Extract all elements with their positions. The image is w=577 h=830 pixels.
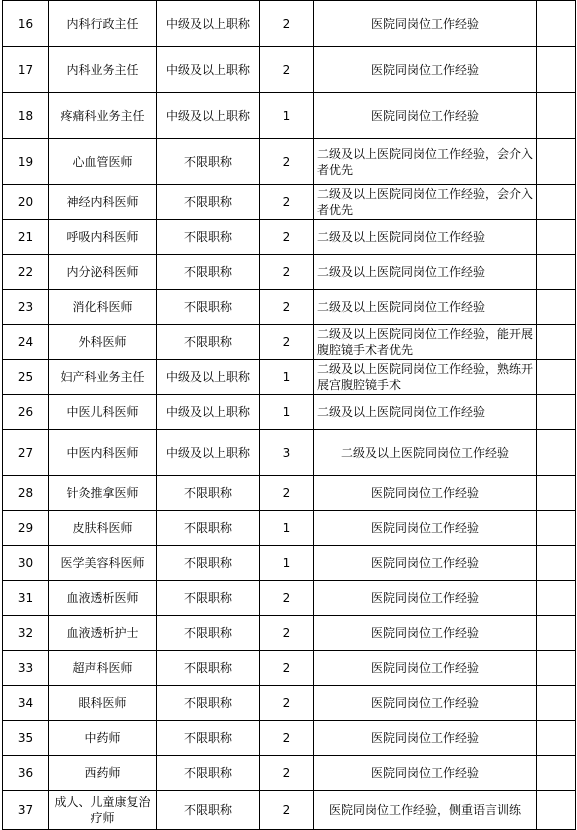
cell-number: 17 — [3, 47, 49, 93]
cell-remarks — [537, 139, 576, 185]
cell-number: 20 — [3, 185, 49, 220]
cell-position: 疼痛科业务主任 — [49, 93, 157, 139]
cell-remarks — [537, 511, 576, 546]
cell-remarks — [537, 290, 576, 325]
cell-remarks — [537, 476, 576, 511]
cell-position: 眼科医师 — [49, 686, 157, 721]
cell-position: 内分泌科医师 — [49, 255, 157, 290]
table-row — [3, 581, 576, 616]
cell-headcount: 2 — [260, 616, 314, 651]
cell-number: 19 — [3, 139, 49, 185]
cell-remarks — [537, 546, 576, 581]
recruitment-table-page — [2, 0, 575, 830]
table-row — [3, 476, 576, 511]
cell-position: 超声科医师 — [49, 651, 157, 686]
cell-title-requirement: 中级及以上职称 — [157, 395, 260, 430]
cell-requirements: 二级及以上医院同岗位工作经验 — [314, 430, 537, 476]
cell-title-requirement: 不限职称 — [157, 756, 260, 791]
cell-headcount: 1 — [260, 360, 314, 395]
cell-requirements: 医院同岗位工作经验 — [314, 651, 537, 686]
cell-number: 34 — [3, 686, 49, 721]
table-row — [3, 185, 576, 220]
cell-headcount: 2 — [260, 185, 314, 220]
table-row — [3, 616, 576, 651]
cell-requirements: 医院同岗位工作经验 — [314, 47, 537, 93]
cell-title-requirement: 不限职称 — [157, 686, 260, 721]
cell-position: 皮肤科医师 — [49, 511, 157, 546]
cell-title-requirement: 中级及以上职称 — [157, 360, 260, 395]
cell-remarks — [537, 686, 576, 721]
cell-headcount: 2 — [260, 47, 314, 93]
cell-headcount: 2 — [260, 1, 314, 47]
cell-requirements: 医院同岗位工作经验 — [314, 616, 537, 651]
cell-number: 28 — [3, 476, 49, 511]
cell-requirements: 二级及以上医院同岗位工作经验，会介入者优先 — [314, 185, 537, 220]
cell-number: 37 — [3, 791, 49, 830]
cell-position: 中医儿科医师 — [49, 395, 157, 430]
cell-headcount: 2 — [260, 220, 314, 255]
cell-title-requirement: 不限职称 — [157, 476, 260, 511]
cell-headcount: 1 — [260, 546, 314, 581]
cell-position: 针灸推拿医师 — [49, 476, 157, 511]
cell-requirements: 医院同岗位工作经验 — [314, 721, 537, 756]
cell-remarks — [537, 616, 576, 651]
cell-number: 33 — [3, 651, 49, 686]
cell-title-requirement: 不限职称 — [157, 255, 260, 290]
cell-title-requirement: 不限职称 — [157, 139, 260, 185]
cell-requirements: 医院同岗位工作经验 — [314, 686, 537, 721]
cell-headcount: 2 — [260, 756, 314, 791]
table-row — [3, 395, 576, 430]
cell-position: 医学美容科医师 — [49, 546, 157, 581]
cell-position: 中药师 — [49, 721, 157, 756]
cell-title-requirement: 不限职称 — [157, 546, 260, 581]
cell-remarks — [537, 581, 576, 616]
cell-title-requirement: 中级及以上职称 — [157, 93, 260, 139]
cell-requirements: 二级及以上医院同岗位工作经验，熟练开展宫腹腔镜手术 — [314, 360, 537, 395]
cell-number: 21 — [3, 220, 49, 255]
cell-requirements: 医院同岗位工作经验 — [314, 511, 537, 546]
cell-position: 中医内科医师 — [49, 430, 157, 476]
table-row — [3, 220, 576, 255]
cell-number: 22 — [3, 255, 49, 290]
cell-title-requirement: 不限职称 — [157, 325, 260, 360]
cell-remarks — [537, 430, 576, 476]
cell-title-requirement: 不限职称 — [157, 616, 260, 651]
cell-title-requirement: 不限职称 — [157, 721, 260, 756]
cell-headcount: 2 — [260, 476, 314, 511]
cell-headcount: 2 — [260, 325, 314, 360]
cell-title-requirement: 中级及以上职称 — [157, 1, 260, 47]
table-row — [3, 290, 576, 325]
cell-requirements: 二级及以上医院同岗位工作经验，能开展腹腔镜手术者优先 — [314, 325, 537, 360]
cell-number: 36 — [3, 756, 49, 791]
cell-number: 32 — [3, 616, 49, 651]
cell-position: 消化科医师 — [49, 290, 157, 325]
cell-requirements: 医院同岗位工作经验 — [314, 756, 537, 791]
table-row — [3, 430, 576, 476]
cell-position: 内科业务主任 — [49, 47, 157, 93]
cell-position: 神经内科医师 — [49, 185, 157, 220]
table-row — [3, 360, 576, 395]
cell-remarks — [537, 651, 576, 686]
cell-headcount: 1 — [260, 511, 314, 546]
cell-headcount: 1 — [260, 395, 314, 430]
cell-title-requirement: 中级及以上职称 — [157, 47, 260, 93]
cell-headcount: 2 — [260, 651, 314, 686]
table-row — [3, 651, 576, 686]
cell-headcount: 2 — [260, 581, 314, 616]
cell-remarks — [537, 756, 576, 791]
cell-position: 外科医师 — [49, 325, 157, 360]
recruitment-table — [2, 0, 576, 830]
cell-title-requirement: 不限职称 — [157, 290, 260, 325]
table-body — [3, 1, 576, 830]
cell-position: 心血管医师 — [49, 139, 157, 185]
table-row — [3, 255, 576, 290]
cell-position: 西药师 — [49, 756, 157, 791]
cell-headcount: 1 — [260, 93, 314, 139]
cell-number: 18 — [3, 93, 49, 139]
table-row — [3, 546, 576, 581]
cell-headcount: 2 — [260, 290, 314, 325]
cell-number: 26 — [3, 395, 49, 430]
cell-title-requirement: 不限职称 — [157, 581, 260, 616]
table-row — [3, 1, 576, 47]
table-row — [3, 756, 576, 791]
cell-number: 16 — [3, 1, 49, 47]
table-row — [3, 139, 576, 185]
table-row — [3, 511, 576, 546]
cell-position: 妇产科业务主任 — [49, 360, 157, 395]
table-row — [3, 721, 576, 756]
cell-remarks — [537, 47, 576, 93]
cell-title-requirement: 不限职称 — [157, 185, 260, 220]
cell-remarks — [537, 791, 576, 830]
cell-headcount: 3 — [260, 430, 314, 476]
cell-requirements: 医院同岗位工作经验 — [314, 1, 537, 47]
table-row — [3, 325, 576, 360]
cell-title-requirement: 中级及以上职称 — [157, 430, 260, 476]
cell-requirements: 二级及以上医院同岗位工作经验，会介入者优先 — [314, 139, 537, 185]
cell-number: 23 — [3, 290, 49, 325]
cell-requirements: 二级及以上医院同岗位工作经验 — [314, 290, 537, 325]
cell-headcount: 2 — [260, 139, 314, 185]
cell-position: 内科行政主任 — [49, 1, 157, 47]
cell-requirements: 医院同岗位工作经验 — [314, 546, 537, 581]
cell-requirements: 二级及以上医院同岗位工作经验 — [314, 220, 537, 255]
cell-remarks — [537, 185, 576, 220]
table-row — [3, 93, 576, 139]
cell-headcount: 2 — [260, 721, 314, 756]
cell-title-requirement: 不限职称 — [157, 220, 260, 255]
cell-number: 30 — [3, 546, 49, 581]
cell-remarks — [537, 395, 576, 430]
cell-number: 25 — [3, 360, 49, 395]
table-row — [3, 47, 576, 93]
cell-number: 31 — [3, 581, 49, 616]
cell-title-requirement: 不限职称 — [157, 651, 260, 686]
cell-remarks — [537, 1, 576, 47]
cell-requirements: 二级及以上医院同岗位工作经验 — [314, 255, 537, 290]
cell-number: 35 — [3, 721, 49, 756]
cell-remarks — [537, 255, 576, 290]
cell-position: 呼吸内科医师 — [49, 220, 157, 255]
cell-remarks — [537, 93, 576, 139]
cell-remarks — [537, 325, 576, 360]
cell-number: 29 — [3, 511, 49, 546]
cell-requirements: 医院同岗位工作经验，侧重语言训练 — [314, 791, 537, 830]
cell-requirements: 二级及以上医院同岗位工作经验 — [314, 395, 537, 430]
cell-headcount: 2 — [260, 255, 314, 290]
cell-title-requirement: 不限职称 — [157, 791, 260, 830]
cell-requirements: 医院同岗位工作经验 — [314, 581, 537, 616]
cell-position: 血液透析护士 — [49, 616, 157, 651]
cell-remarks — [537, 721, 576, 756]
cell-requirements: 医院同岗位工作经验 — [314, 476, 537, 511]
cell-position: 血液透析医师 — [49, 581, 157, 616]
cell-title-requirement: 不限职称 — [157, 511, 260, 546]
cell-number: 27 — [3, 430, 49, 476]
cell-remarks — [537, 360, 576, 395]
cell-headcount: 2 — [260, 791, 314, 830]
cell-position: 成人、儿童康复治疗师 — [49, 791, 157, 830]
cell-headcount: 2 — [260, 686, 314, 721]
cell-remarks — [537, 220, 576, 255]
table-row — [3, 791, 576, 830]
cell-number: 24 — [3, 325, 49, 360]
table-row — [3, 686, 576, 721]
cell-requirements: 医院同岗位工作经验 — [314, 93, 537, 139]
